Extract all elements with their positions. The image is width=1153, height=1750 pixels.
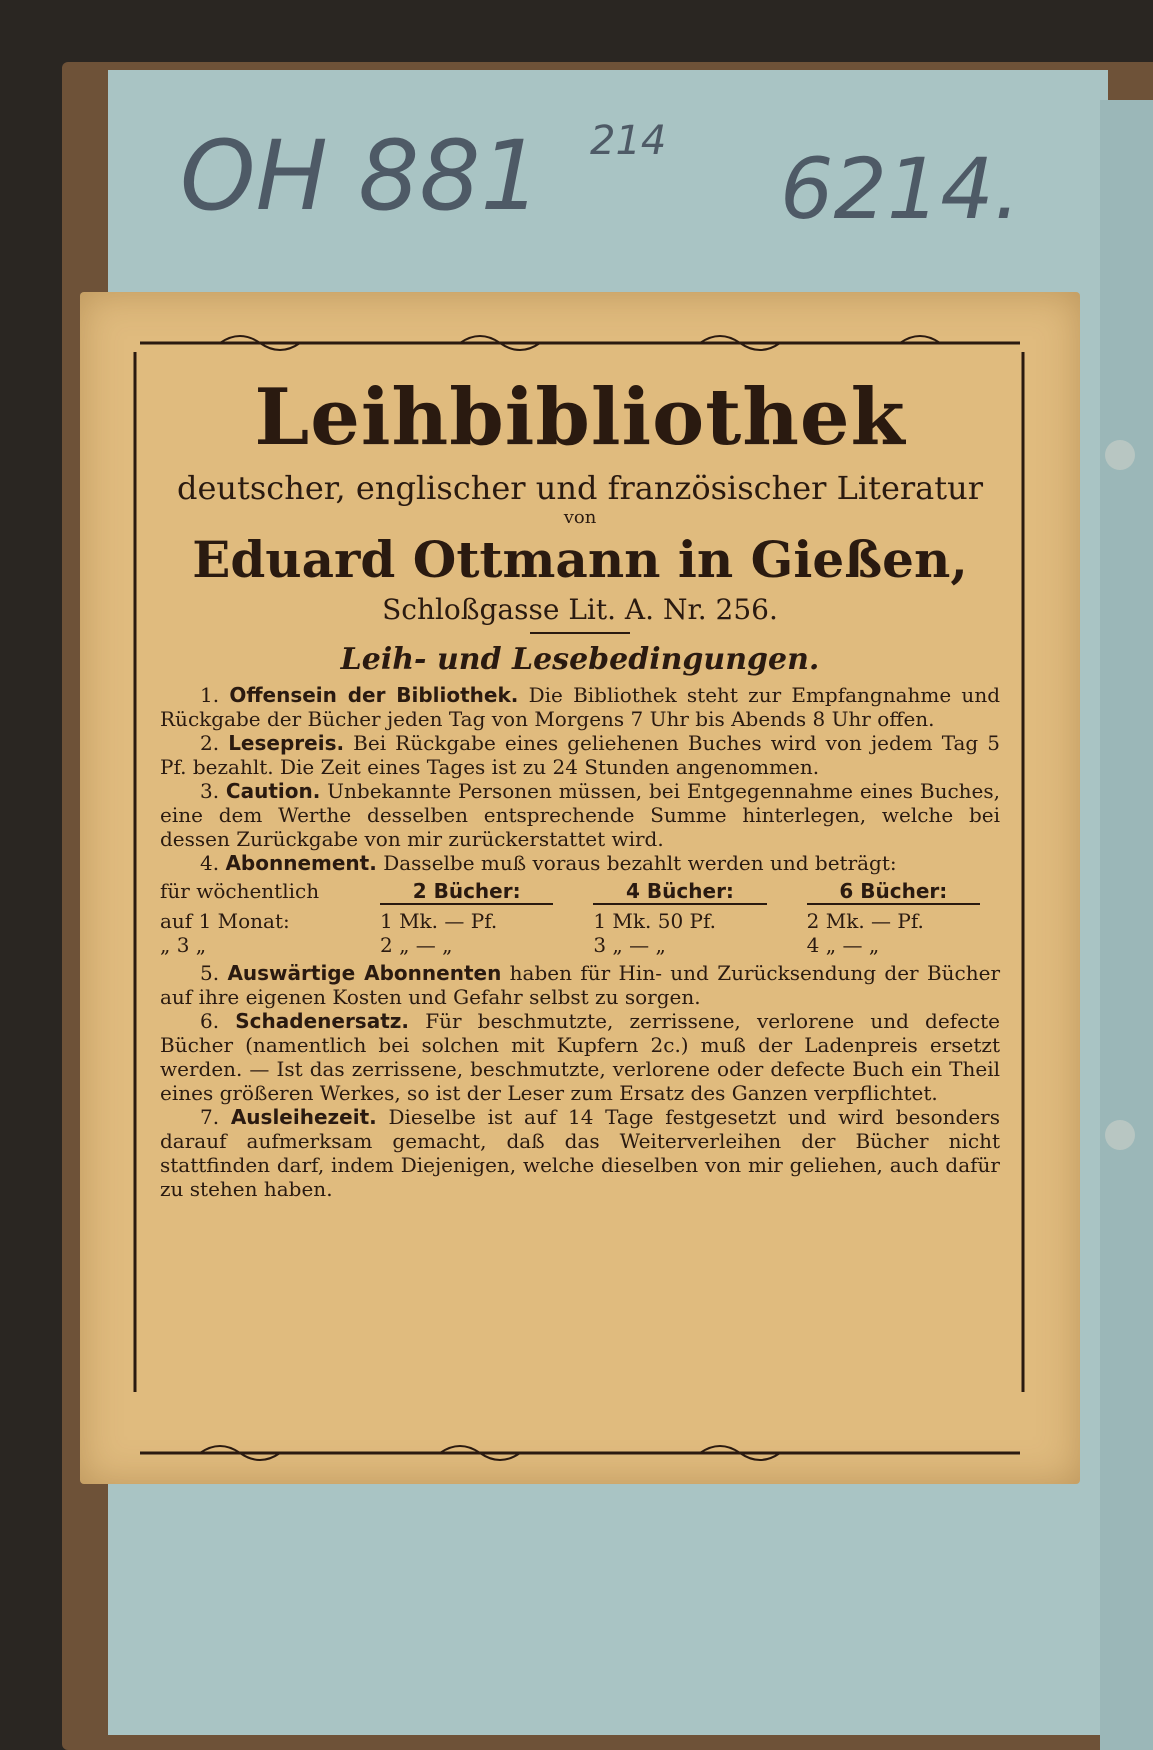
table-cell: 4 „ — „ [806, 933, 880, 957]
label-title: Leihbibliothek [254, 372, 906, 463]
rule-item: 2. Lesepreis. Bei Rückgabe eines geliehenen Buches wird von jedem Tag 5 Pf. bezahlt. Die Zeit eines Tages ist zu 24 Stunden angenommen. [160, 731, 1001, 779]
label-content [160, 362, 1000, 1201]
ornament-border-left [124, 352, 146, 1392]
section-title: Leih- und Lesebedingungen. [340, 642, 820, 677]
rule-item: 7. Ausleihezeit. Dieselbe ist auf 14 Tage festgesetzt und wird besonders darauf aufmerksam gemacht, daß das Weiterverleihen der Bücher nicht stattfinden darf, indem Diejenigen, welche dieselben von mir geliehen, auch dafür zu stehen haben. [160, 1105, 1001, 1201]
table-row-label: auf 1 Monat: [160, 909, 290, 933]
ornament-border-right [1012, 352, 1034, 1392]
binding-thread [1105, 440, 1135, 470]
rule-item: 5. Auswärtige Abonnenten haben für Hin- und Zurücksendung der Bücher auf ihre eigenen Kosten und Gefahr selbst zu sorgen. [160, 961, 1001, 1009]
table-header: 4 Bücher: [593, 879, 766, 905]
label-address: Schloßgasse Lit. A. Nr. 256. [382, 593, 778, 626]
table-cell: 3 „ — „ [593, 933, 666, 957]
rule-item: 3. Caution. Unbekannte Personen müssen, bei Entgegennahme eines Buches, eine dem Werthe desselben entsprechende Summe hinterlegen, welche bei dessen Zurückgabe von mir zurückerstattet wird. [160, 779, 1000, 851]
handwritten-number: 6214. [780, 140, 1021, 238]
table-cell: 1 Mk. 50 Pf. [593, 909, 717, 933]
divider [530, 632, 630, 634]
handwritten-superscript: 214 [590, 118, 667, 164]
table-row-label: „ 3 „ [160, 933, 207, 957]
ornament-border-bottom [140, 1442, 1020, 1464]
library-label [80, 292, 1080, 1484]
subscription-table [160, 879, 1000, 957]
table-cell: 2 „ — „ [380, 933, 453, 957]
table-cell: 1 Mk. — Pf. [380, 909, 498, 933]
label-owner: Eduard Ottmann in Gießen, [192, 530, 968, 589]
table-header: 6 Bücher: [807, 879, 980, 905]
rule-item: 4. Abonnement. Dasselbe muß voraus bezahlt werden und beträgt: [200, 851, 897, 875]
ornament-border-top [140, 332, 1020, 354]
table-header: 2 Bücher: [380, 879, 553, 905]
book-spine [1100, 100, 1153, 1750]
table-label-col: für wöchentlich [160, 879, 320, 903]
label-subtitle: deutscher, englischer und französischer Literatur [176, 469, 984, 507]
table-cell: 2 Mk. — Pf. [806, 909, 924, 933]
binding-thread [1105, 1120, 1135, 1150]
handwritten-shelfmark: OH 881 [180, 120, 542, 232]
rule-item: 6. Schadenersatz. Für beschmutzte, zerrissene, verlorene und defecte Bücher (namentlich bei solchen mit Kupfern 2c.) muß der Ladenpreis ersetzt werden. — Ist das zerrissene, beschmutzte, verlorene oder defecte Buch ein Theil eines größeren Werkes, so ist der Leser zum Ersatz des Ganzen verpflichtet. [160, 1009, 1001, 1105]
rule-item: 1. Offensein der Bibliothek. Die Bibliothek steht zur Empfangnahme und Rückgabe der Bücher jeden Tag von Morgens 7 Uhr bis Abends 8 Uhr offen. [160, 683, 1000, 731]
label-von: von [563, 507, 597, 528]
